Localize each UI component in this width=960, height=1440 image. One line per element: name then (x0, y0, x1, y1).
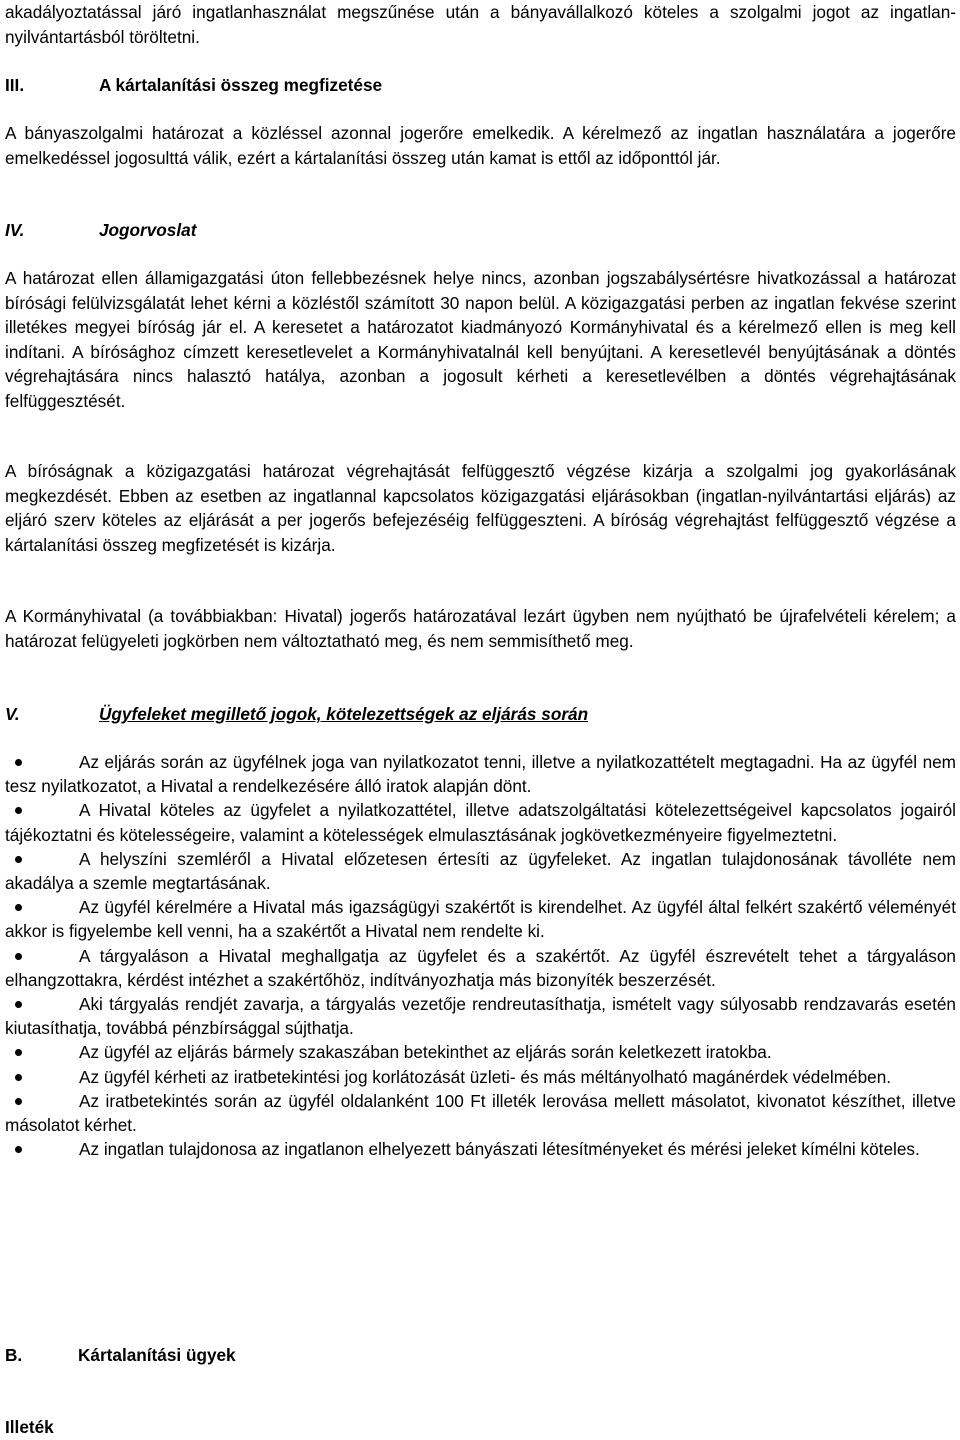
list-item: Az eljárás során az ügyfélnek joga van nyilatkozatot tenni, illetve a nyilatkozattételt megtagadni. Ha az ügyfél nem tesz nyilatkozatot, a Hivatal a rendelkezésére álló iratok alapján dönt. (5, 752, 956, 797)
section-iv-heading (5, 218, 956, 243)
list-item: Az ügyfél az eljárás bármely szakaszában betekinthet az eljárás során keletkezett iratokba. (5, 1040, 956, 1064)
list-item: Aki tárgyalás rendjét zavarja, a tárgyalás vezetője rendreutasíthatja, ismételt vagy súlyosabb rendzavarás esetén kiutasíthatja, továbbá pénzbírsággal sújthatja. (5, 994, 956, 1039)
section-iii-title: A kártalanítási összeg megfizetése (99, 75, 383, 95)
bullet-icon (15, 759, 22, 766)
list-item: Az ügyfél kérheti az iratbetekintési jog korlátozását üzleti- és más méltányolható magánérdek védelmében. (5, 1065, 956, 1089)
bullet-icon (15, 1001, 22, 1008)
bullet-icon (15, 953, 22, 960)
bullet-icon (15, 807, 22, 814)
section-iv-paragraph-3: A Kormányhivatal (a továbbiakban: Hivatal) jogerős határozatával lezárt ügyben nem nyújtható be újrafelvételi kérelem; a határozat felügyeleti jogkörben nem változtatható meg, és nem semmisíthető meg. (5, 606, 956, 651)
section-iv-paragraph-1: A határozat ellen államigazgatási úton fellebbezésnek helye nincs, azonban jogszabálysértésre hivatkozással a határozat bírósági felülvizsgálatát lehet kérni a közléstől számított 30 napon belül. A közigazgatási perben az ingatlan fekvése szerint illetékes megyei bíróság jár el. A keresetet a határozatot kiadmányozó Kormányhivatal és a kérelmező ellen is meg kell indítani. A bírósághoz címzett keresetlevelet a Kormányhivatalnál kell benyújtani. A keresetlevél benyújtásának a döntés végrehajtására nincs halasztó hatálya, azonban a jogosult kérheti a keresetlevélben a döntés végrehajtásának felfüggesztését. (5, 268, 956, 411)
list-item: A tárgyaláson a Hivatal meghallgatja az ügyfelet és a szakértőt. Az ügyfél észrevételt tehet a tárgyaláson elhangzottakra, kérdést intézhet a szakértőhöz, indítványozhatja más bizonyíték beszerzését. (5, 945, 956, 990)
section-v-heading (5, 702, 956, 727)
section-b-title: Kártalanítási ügyek (78, 1345, 236, 1365)
section-iii-paragraph: A bányaszolgalmi határozat a közléssel azonnal jogerőre emelkedik. A kérelmező az ingatlan használatára a jogerőre emelkedéssel jogosulttá válik, ezért a kártalanítási összeg után kamat is ettől az időponttól jár. (5, 123, 956, 168)
bullet-icon (15, 1049, 22, 1056)
section-v-title: Ügyfeleket megillető jogok, kötelezettségek az eljárás során (99, 704, 589, 724)
section-iii-heading (5, 73, 956, 98)
section-iv-title: Jogorvoslat (99, 220, 197, 240)
section-iv-paragraph-2: A bíróságnak a közigazgatási határozat végrehajtását felfüggesztő végzése kizárja a szolgalmi jog gyakorlásának megkezdését. Ebben az esetben az ingatlannal kapcsolatos közigazgatási eljárásokban (ingatlan-nyilvántartási eljárás) az eljáró szerv köteles az eljárását a per jogerős befejezéséig felfüggeszteni. A bíróság végrehajtást felfüggesztő végzése a kártalanítási összeg megfizetését is kizárja. (5, 461, 956, 555)
intro-paragraph: akadályoztatással járó ingatlanhasználat megszűnése után a bányavállalkozó köteles a szolgalmi jogot az ingatlan-nyilvántartásból töröltetni. (5, 2, 956, 47)
section-iii-number: III. (5, 75, 25, 95)
section-v-number: V. (5, 704, 20, 724)
bullet-icon (15, 1146, 22, 1153)
list-item: Az ügyfél kérelmére a Hivatal más igazságügyi szakértőt is kirendelhet. Az ügyfél által felkért szakértő véleményét akkor is figyelembe kell venni, ha a szakértőt a Hivatal nem rendelte ki. (5, 897, 956, 942)
bullet-icon (15, 1098, 22, 1105)
list-item: Az ingatlan tulajdonosa az ingatlanon elhelyezett bányászati létesítményeket és mérési jeleket kímélni köteles. (5, 1137, 956, 1161)
illetek-subheading: Illeték (5, 1417, 54, 1437)
bullet-icon (15, 904, 22, 911)
section-b-number: B. (5, 1345, 23, 1365)
section-b-heading (5, 1343, 956, 1368)
bullet-icon (15, 1074, 22, 1081)
list-item: Az iratbetekintés során az ügyfél oldalanként 100 Ft illeték lerovása mellett másolatot, kivonatot készíthet, illetve másolatot kérhet. (5, 1090, 956, 1136)
list-item: A helyszíni szemléről a Hivatal előzetesen értesíti az ügyfeleket. Az ingatlan tulajdonosának távolléte nem akadálya a szemle megtartásának. (5, 848, 956, 894)
section-v-bullet-list (5, 750, 956, 1161)
section-iv-number: IV. (5, 220, 25, 240)
bullet-icon (15, 856, 22, 863)
list-item: A Hivatal köteles az ügyfelet a nyilatkozattétel, illetve adatszolgáltatási kötelezettségeivel kapcsolatos jogairól tájékoztatni és kötelességeire, valamint a kötelességek elmulasztásának jogkövetkezményeire figyelmeztetni. (5, 800, 956, 845)
